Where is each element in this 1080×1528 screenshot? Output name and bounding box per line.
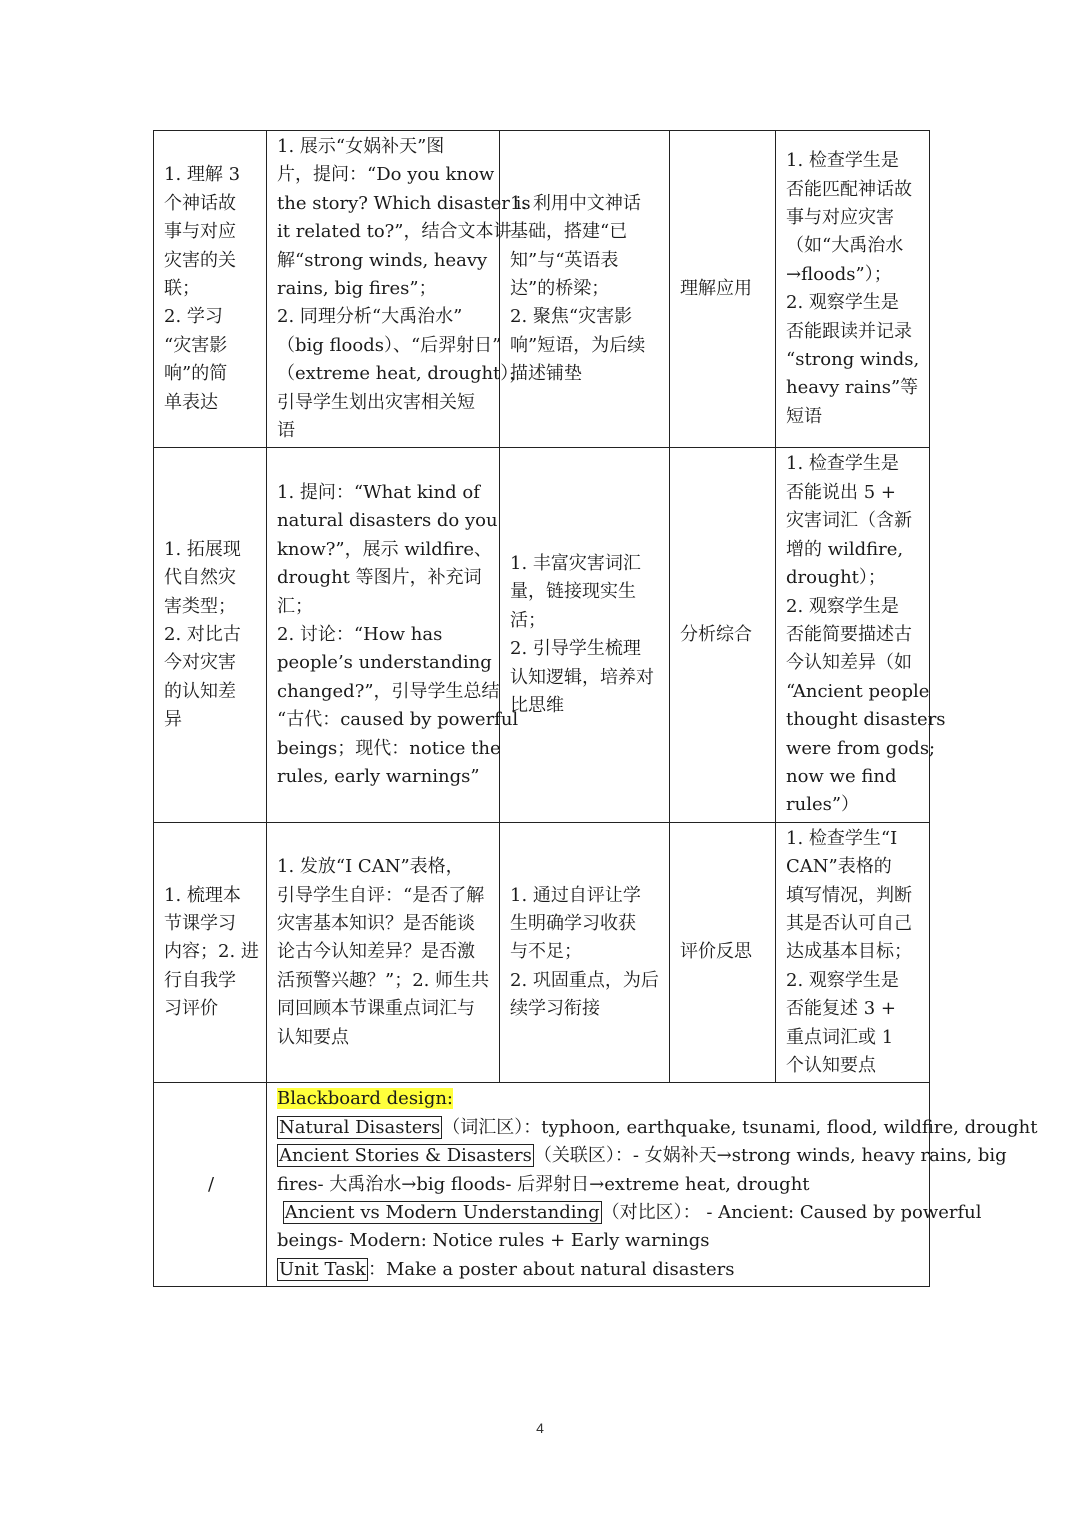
activity-cell: [267, 448, 519, 822]
assessment-cell-line: 否能跟读并记录: [786, 320, 912, 342]
assessment-cell-line: （如“大禹治水: [786, 235, 904, 257]
purpose-cell-line: 2. 巩固重点，为后: [510, 969, 659, 991]
lesson-plan-table: [153, 130, 1038, 1287]
assessment-cell-line: 否能复述 3 +: [786, 998, 896, 1020]
activity-cell: [267, 822, 500, 1083]
assessment-cell-line: 短语: [786, 405, 822, 427]
purpose-cell-line: 量，链接现实生: [510, 581, 636, 603]
purpose-cell-line: 1. 利用中文神话: [510, 192, 641, 214]
assessment-cell-line: →floods”）；: [786, 263, 892, 285]
table-body: [154, 131, 946, 1083]
goal-cell-line: 异: [164, 709, 182, 731]
goal-cell-line: 害类型；: [164, 595, 236, 617]
activity-cell-line: changed?”，引导学生总结: [277, 680, 500, 702]
level-cell-text: 分析综合: [680, 623, 752, 645]
goal-cell-line: 今对灾害: [164, 652, 236, 674]
assessment-cell-line: 事与对应灾害: [786, 207, 894, 229]
task-heading: Unit Task: [279, 1258, 366, 1280]
activity-cell-line: （extreme heat, drought），: [277, 363, 528, 385]
assessment-cell-line: CAN”表格的: [786, 856, 892, 878]
assessment-cell: [776, 822, 930, 1083]
compare-heading: Ancient vs Modern Understanding: [284, 1202, 600, 1224]
assessment-cell-line: 达成基本目标；: [786, 941, 912, 963]
activity-cell-line: know?”，展示 wildfire、: [277, 538, 493, 560]
stories-tag: （关联区）: [533, 1145, 615, 1167]
goal-cell: [154, 448, 267, 822]
activity-cell-line: 同回顾本节课重点词汇与: [277, 998, 475, 1020]
activity-cell-line: it related to?”，结合文本讲: [277, 221, 512, 243]
purpose-cell-line: 比思维: [510, 694, 564, 716]
purpose-cell-line: 2. 引导学生梳理: [510, 638, 641, 660]
activity-cell-line: the story? Which disaster is: [277, 192, 531, 214]
goal-cell-line: 1. 梳理本: [164, 884, 241, 906]
activity-cell-line: 1. 展示“女娲补天”图: [277, 136, 445, 157]
purpose-cell: [500, 822, 670, 1083]
activity-cell: [267, 131, 531, 448]
goal-cell-line: 节课学习: [164, 912, 236, 934]
goal-cell-line: 响”的简: [164, 363, 228, 385]
purpose-cell-line: 活；: [510, 609, 546, 631]
purpose-cell-line: 与不足；: [510, 941, 582, 963]
goal-cell-line: 习评价: [164, 998, 218, 1020]
vocab-tag: （词汇区）: [442, 1116, 524, 1138]
activity-cell-line: rains, big fires”；: [277, 278, 437, 300]
activity-cell-line: 2. 同理分析“大禹治水”: [277, 306, 463, 328]
goal-cell-line: 行自我学: [164, 969, 236, 991]
purpose-cell-line: 认知逻辑，培养对: [510, 666, 654, 688]
goal-cell-line: “灾害影: [164, 334, 228, 356]
purpose-cell-line: 生明确学习收获: [510, 912, 636, 934]
activity-cell-line: 片，提问：“Do you know: [277, 164, 495, 186]
assessment-cell-line: 重点词汇或 1: [786, 1026, 894, 1048]
blackboard-design-cell: [267, 1083, 1038, 1287]
activity-cell-line: 2. 讨论：“How has: [277, 623, 443, 645]
activity-cell-line: （big floods）、“后羿射日”: [277, 334, 502, 356]
goal-cell: [154, 822, 267, 1083]
assessment-cell-line: 2. 观察学生是: [786, 292, 899, 314]
assessment-cell: [776, 448, 946, 822]
level-cell: [670, 131, 776, 448]
purpose-cell-line: 2. 聚焦“灾害影: [510, 306, 633, 328]
goal-cell-line: 的认知差: [164, 680, 236, 702]
assessment-cell-line: 灾害词汇（含新: [786, 510, 912, 532]
assessment-cell-line: 2. 观察学生是: [786, 595, 899, 617]
assessment-cell-line: 今认知差异（如: [786, 652, 912, 674]
activity-cell-line: 认知要点: [277, 1026, 349, 1048]
goal-cell-line: 代自然灾: [164, 567, 236, 589]
activity-cell-line: beings；现代：notice the: [277, 737, 501, 759]
compare-tag: （对比区）: [601, 1202, 683, 1224]
table-row: [154, 822, 930, 1083]
stories-heading: Ancient Stories & Disasters: [279, 1145, 532, 1167]
assessment-cell: [776, 131, 930, 448]
page-number: 4: [536, 1420, 544, 1436]
activity-cell-line: 引导学生自评：“是否了解: [277, 884, 485, 906]
assessment-cell-line: 个认知要点: [786, 1055, 876, 1076]
purpose-cell: [500, 448, 670, 822]
vocab-heading: Natural Disasters: [279, 1116, 441, 1138]
activity-cell-line: 灾害基本知识？是否能谈: [277, 912, 475, 934]
table-row: [154, 131, 930, 448]
activity-cell-line: 语: [277, 420, 295, 442]
goal-cell-line: 1. 理解 3: [164, 164, 241, 186]
assessment-cell-line: 否能说出 5 +: [786, 481, 896, 503]
goal-cell-line: 联；: [164, 278, 200, 300]
goal-cell-line: 灾害的关: [164, 249, 236, 271]
goal-cell-line: 单表达: [164, 391, 218, 413]
goal-cell-line: 内容；2. 进: [164, 941, 259, 963]
table-row: [154, 448, 930, 822]
blackboard-slash: /: [154, 1083, 267, 1287]
goal-cell-line: 个神话故: [164, 192, 236, 214]
vocab-text: ：typhoon, earthquake, tsunami, flood, wildfire, drought: [523, 1116, 1038, 1138]
goal-cell-line: 1. 拓展现: [164, 538, 241, 560]
assessment-cell-line: drought）；: [786, 567, 886, 589]
assessment-cell-line: were from gods;: [786, 737, 936, 759]
purpose-cell-line: 续学习衔接: [510, 998, 600, 1020]
assessment-cell-line: now we find: [786, 765, 897, 787]
goal-cell: [154, 131, 267, 448]
activity-cell-line: 论古今认知差异？是否激: [277, 941, 475, 963]
goal-cell-line: 2. 学习: [164, 306, 223, 328]
assessment-cell-line: heavy rains”等: [786, 377, 919, 399]
assessment-cell-line: 1. 检查学生是: [786, 150, 899, 172]
purpose-cell-line: 知”与“英语表: [510, 249, 619, 271]
activity-cell-line: 引导学生划出灾害相关短: [277, 391, 475, 413]
level-cell-text: 理解应用: [680, 278, 752, 300]
activity-cell-line: “古代：caused by powerful: [277, 709, 519, 731]
stories-text-line1: ：- 女娲补天→strong winds, heavy rains, big: [614, 1145, 1007, 1167]
level-cell: [670, 822, 776, 1083]
purpose-cell-line: 描述铺垫: [510, 363, 582, 385]
task-text: ：Make a poster about natural disasters: [367, 1258, 735, 1280]
blackboard-row: [154, 1083, 930, 1287]
purpose-cell: [500, 131, 670, 448]
activity-cell-line: people’s understanding: [277, 652, 492, 674]
compare-text-line2: beings- Modern: Notice rules + Early warnings: [277, 1230, 710, 1252]
assessment-cell-line: “Ancient people: [786, 680, 930, 702]
assessment-cell-line: 其是否认可自己: [786, 912, 912, 934]
activity-cell-line: 解“strong winds, heavy: [277, 249, 488, 271]
blackboard-section: [154, 1083, 1038, 1287]
assessment-cell-line: thought disasters: [786, 709, 946, 731]
purpose-cell-line: 达”的桥梁；: [510, 278, 610, 300]
activity-cell-line: natural disasters do you: [277, 510, 498, 532]
stories-text-line2: fires- 大禹治水→big floods- 后羿射日→extreme heat, drought: [277, 1173, 810, 1195]
level-cell: [670, 448, 776, 822]
purpose-cell-line: 1. 丰富灾害词汇: [510, 552, 641, 574]
purpose-cell-line: 基础，搭建“已: [510, 221, 628, 243]
activity-cell-line: rules, early warnings”: [277, 765, 480, 787]
activity-cell-line: 1. 发放“I CAN”表格，: [277, 856, 464, 878]
activity-cell-line: 活预警兴趣？”；2. 师生共: [277, 969, 490, 991]
assessment-cell-line: 填写情况，判断: [786, 884, 912, 906]
goal-cell-line: 2. 对比古: [164, 623, 241, 645]
assessment-cell-line: 否能简要描述古: [786, 623, 912, 645]
assessment-cell-line: “strong winds,: [786, 349, 920, 371]
purpose-cell-line: 响”短语，为后续: [510, 334, 646, 356]
activity-cell-line: 1. 提问：“What kind of: [277, 481, 480, 503]
blackboard-title: Blackboard design:: [277, 1088, 453, 1110]
purpose-cell-line: 1. 通过自评让学: [510, 884, 641, 906]
assessment-cell-line: 2. 观察学生是: [786, 969, 899, 991]
activity-cell-line: 汇；: [277, 595, 313, 617]
assessment-cell-line: 1. 检查学生是: [786, 453, 899, 475]
level-cell-text: 评价反思: [680, 941, 752, 963]
assessment-cell-line: rules”）: [786, 794, 860, 816]
activity-cell-line: drought 等图片，补充词: [277, 567, 482, 589]
assessment-cell-line: 1. 检查学生“I: [786, 827, 898, 849]
assessment-cell-line: 否能匹配神话故: [786, 178, 912, 200]
goal-cell-line: 事与对应: [164, 221, 236, 243]
assessment-cell-line: 增的 wildfire,: [786, 538, 904, 560]
compare-text-line1: ： - Ancient: Caused by powerful: [682, 1202, 982, 1224]
